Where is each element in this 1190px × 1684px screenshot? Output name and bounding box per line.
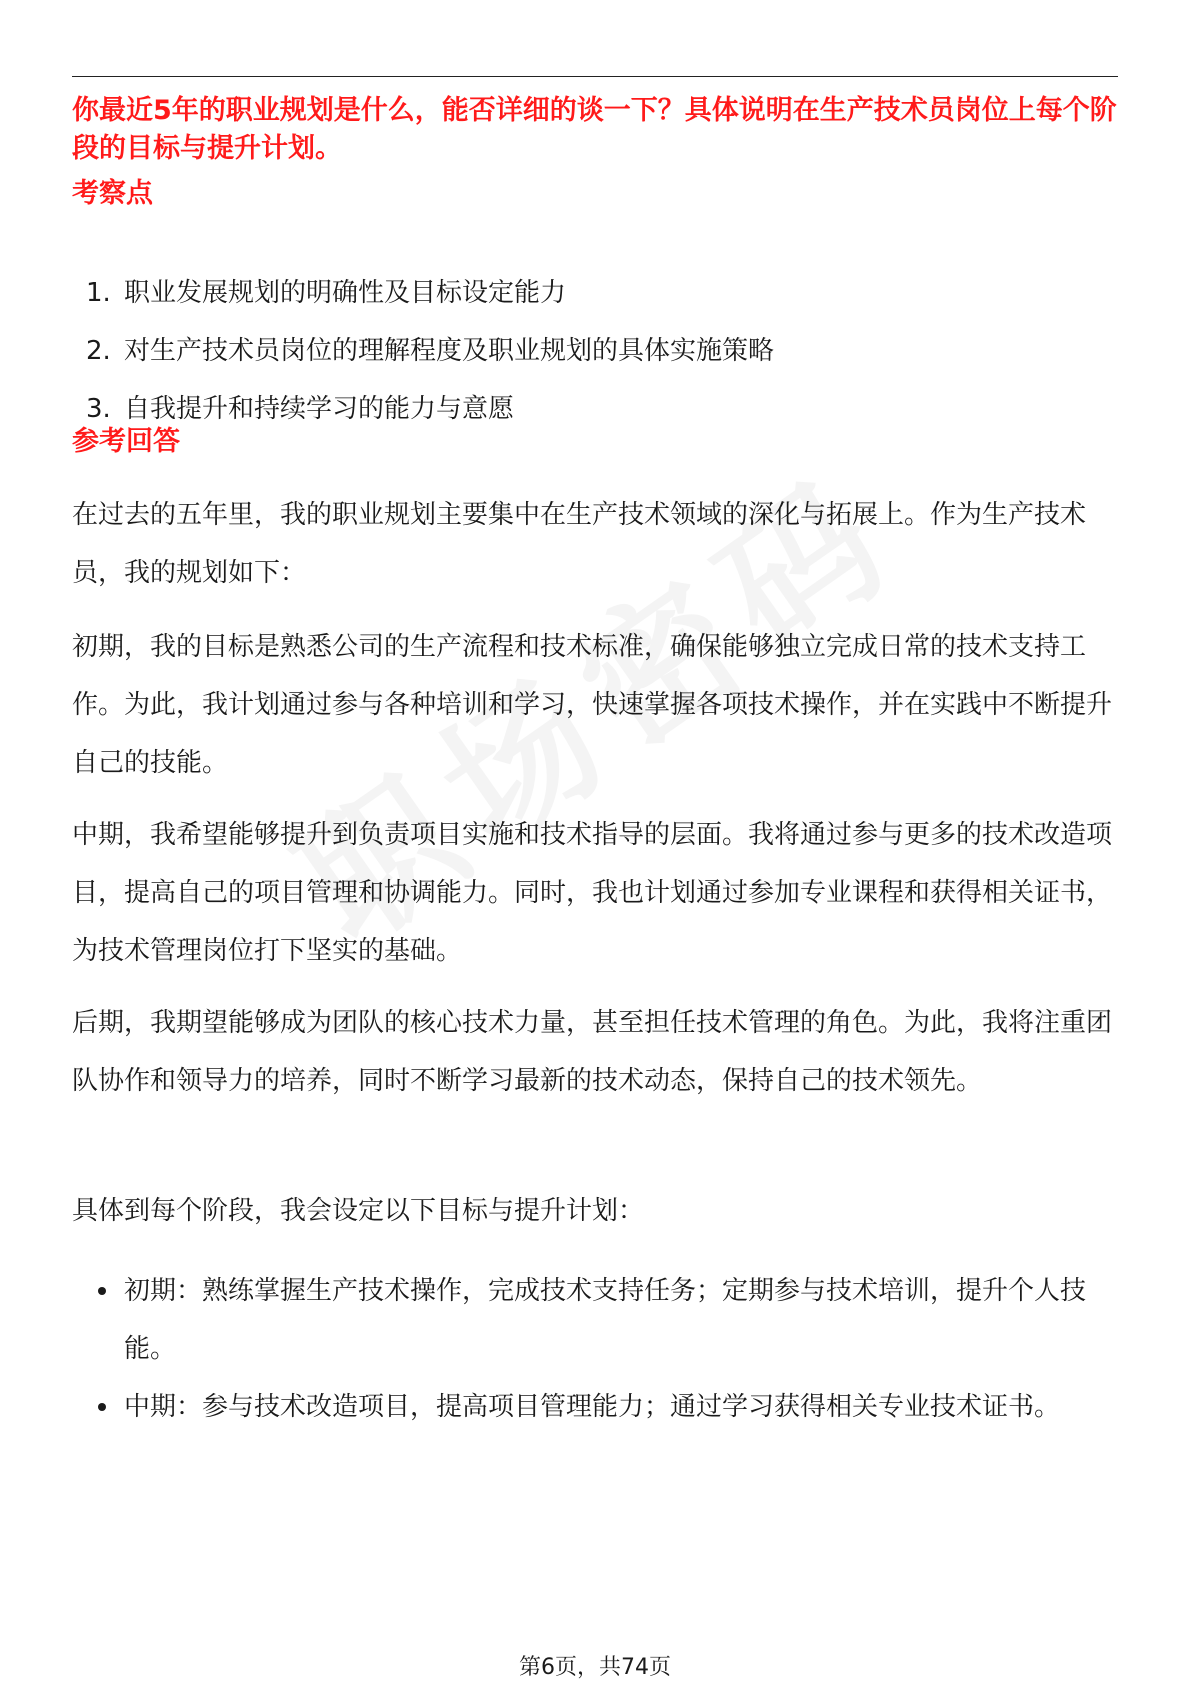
answer-paragraph-1: 在过去的五年里，我的职业规划主要集中在生产技术领域的深化与拓展上。作为生产技术员，我的规划如下： [72, 500, 1087, 588]
page-footer: 第6页，共74页 [519, 1655, 671, 1680]
answer-paragraph-4: 后期，我期望能够成为团队的核心技术力量，甚至担任技术管理的角色。为此，我将注重团队协作和领导力的培养，同时不断学习最新的技术动态，保持自己的技术领先。 [72, 1008, 1113, 1096]
answer-paragraph-5: 具体到每个阶段，我会设定以下目标与提升计划： [72, 1196, 645, 1226]
plan-bullet-list [72, 1262, 1118, 1436]
list-item [72, 1378, 1118, 1436]
list-number: 1. [86, 278, 111, 308]
list-number: 3. [86, 394, 111, 424]
list-number: 2. [86, 336, 111, 366]
list-item [72, 322, 774, 380]
answer-heading: 参考回答 [72, 426, 180, 457]
answer-paragraph-3: 中期，我希望能够提升到负责项目实施和技术指导的层面。我将通过参与更多的技术改造项目，提高自己的项目管理和协调能力。同时，我也计划通过参加专业课程和获得相关证书，为技术管理岗位打下坚实的基础。 [72, 820, 1113, 966]
list-item [72, 1262, 1118, 1378]
bullet-text: 初期：熟练掌握生产技术操作，完成技术支持任务；定期参与技术培训，提升个人技能。 [124, 1276, 1087, 1364]
focus-list [72, 264, 774, 438]
list-item [72, 264, 774, 322]
bullet-text: 中期：参与技术改造项目，提高项目管理能力；通过学习获得相关专业技术证书。 [124, 1392, 1061, 1422]
list-text: 自我提升和持续学习的能力与意愿 [124, 394, 515, 424]
bullet-dot [98, 1287, 106, 1295]
top-divider [72, 76, 1118, 77]
answer-paragraph-2: 初期，我的目标是熟悉公司的生产流程和技术标准，确保能够独立完成日常的技术支持工作。为此，我计划通过参与各种培训和学习，快速掌握各项技术操作，并在实践中不断提升自己的技能。 [72, 632, 1113, 778]
list-text: 职业发展规划的明确性及目标设定能力 [124, 278, 567, 308]
document-page [72, 0, 1118, 1684]
question-title: 你最近5年的职业规划是什么，能否详细的谈一下？具体说明在生产技术员岗位上每个阶段的目标与提升计划。 [72, 95, 1117, 164]
list-text: 对生产技术员岗位的理解程度及职业规划的具体实施策略 [124, 336, 775, 366]
focus-heading: 考察点 [72, 178, 153, 209]
bullet-dot [98, 1403, 106, 1411]
